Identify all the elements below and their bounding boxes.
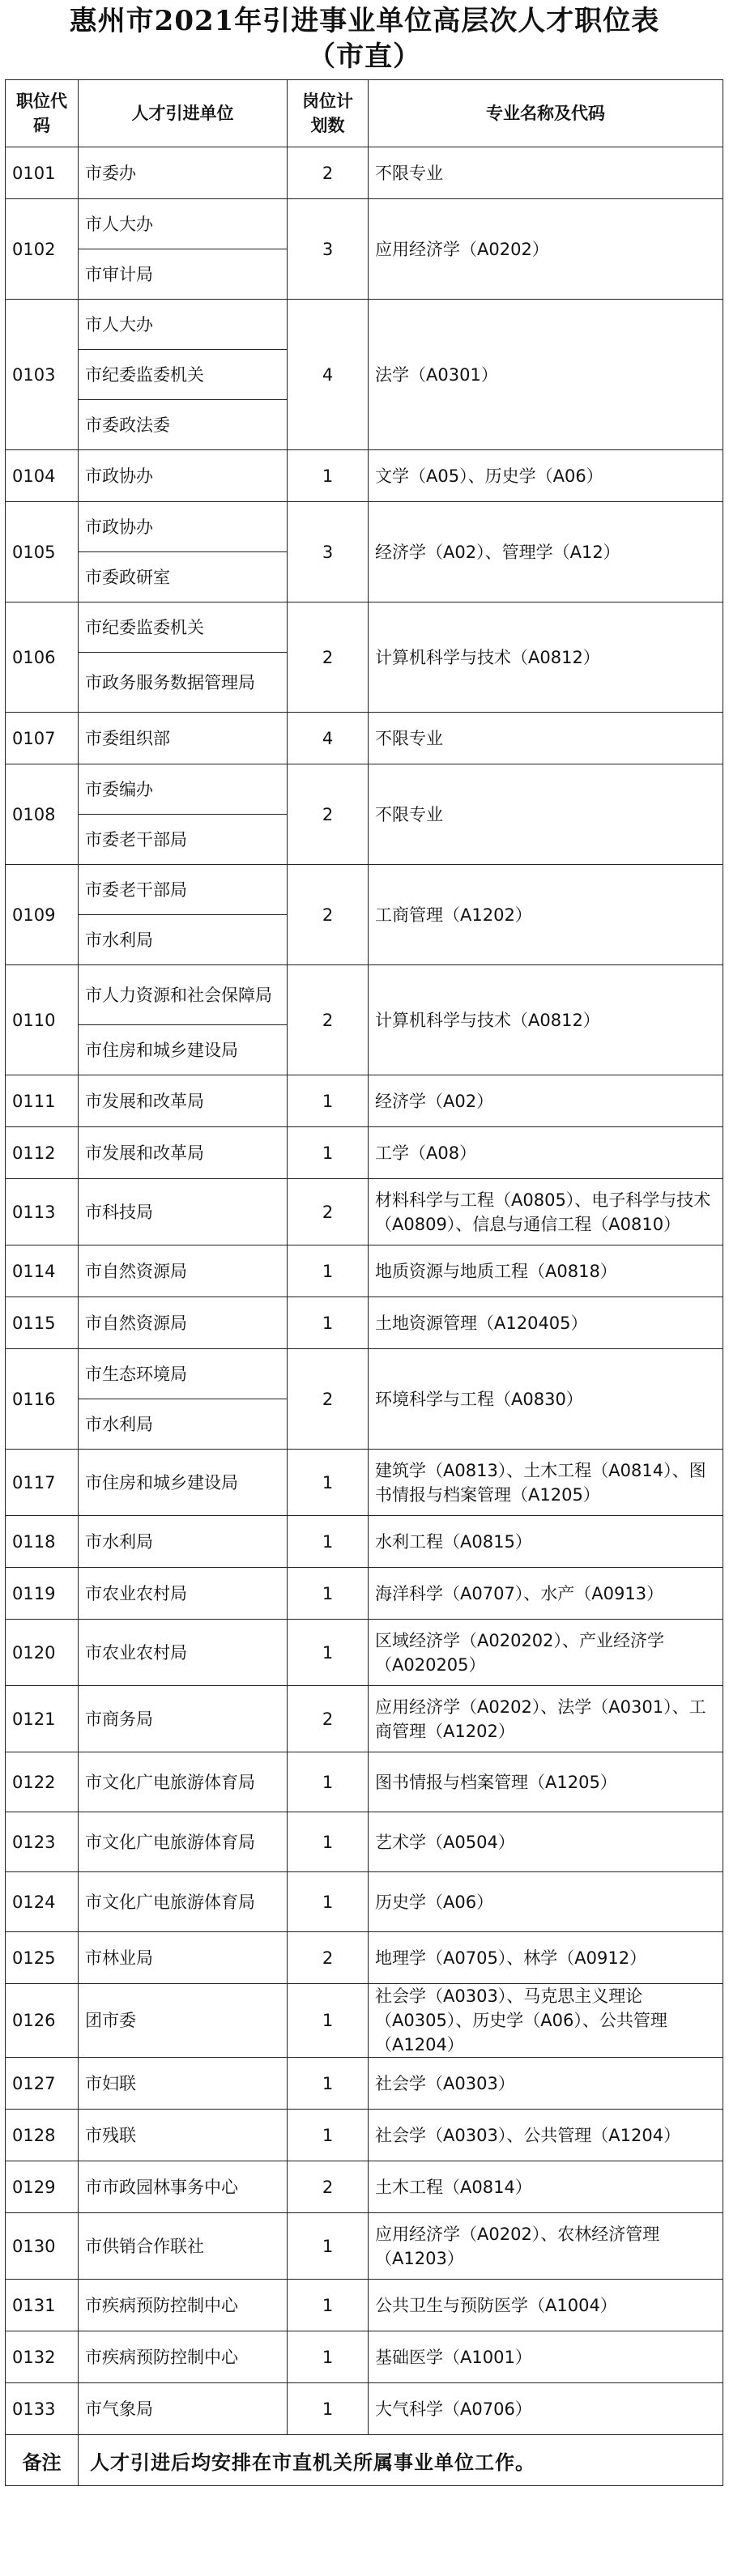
position-count: 1 — [288, 1984, 369, 2058]
recruiting-unit: 市住房和城乡建设局 — [79, 1025, 288, 1075]
title-line-2: （市直） — [308, 40, 421, 73]
position-code: 0122 — [6, 1752, 79, 1812]
position-count: 1 — [288, 2331, 369, 2383]
position-count: 1 — [288, 2213, 369, 2280]
table-row — [6, 1127, 723, 1179]
recruiting-unit: 市委办 — [79, 147, 288, 199]
position-count: 1 — [288, 2383, 369, 2435]
table-row — [6, 1179, 723, 1245]
position-code: 0101 — [6, 147, 79, 199]
recruiting-unit: 市人力资源和社会保障局 — [79, 965, 288, 1025]
recruiting-unit: 市文化广电旅游体育局 — [79, 1872, 288, 1932]
table-row — [6, 1620, 723, 1686]
major-requirement: 不限专业 — [369, 713, 723, 764]
recruiting-unit: 市审计局 — [79, 249, 288, 300]
position-code: 0124 — [6, 1872, 79, 1932]
recruiting-unit: 市疾病预防控制中心 — [79, 2280, 288, 2331]
major-requirement: 建筑学（A0813）、土木工程（A0814）、图书情报与档案管理（A1205） — [369, 1450, 723, 1516]
table-row — [6, 300, 723, 350]
header-row — [6, 80, 723, 147]
table-row — [6, 450, 723, 502]
recruiting-unit: 市供销合作联社 — [79, 2213, 288, 2280]
major-requirement: 图书情报与档案管理（A1205） — [369, 1752, 723, 1812]
position-count: 1 — [288, 450, 369, 502]
position-code: 0128 — [6, 2110, 79, 2161]
position-count: 1 — [288, 2110, 369, 2161]
table-row — [6, 502, 723, 552]
recruiting-unit: 市政协办 — [79, 450, 288, 502]
position-count: 1 — [288, 1872, 369, 1932]
table-row — [6, 1516, 723, 1568]
recruiting-unit: 市气象局 — [79, 2383, 288, 2435]
table-row — [6, 2110, 723, 2161]
table-row — [6, 1932, 723, 1984]
table-row — [6, 1297, 723, 1349]
position-code: 0111 — [6, 1075, 79, 1127]
position-code: 0105 — [6, 502, 79, 602]
table-row — [6, 2161, 723, 2213]
position-code: 0102 — [6, 199, 79, 300]
position-count: 3 — [288, 502, 369, 602]
table-row — [6, 1450, 723, 1516]
major-requirement: 基础医学（A1001） — [369, 2331, 723, 2383]
table-row — [6, 965, 723, 1025]
position-count: 1 — [288, 1075, 369, 1127]
position-count: 3 — [288, 199, 369, 300]
recruiting-unit: 市委政法委 — [79, 400, 288, 450]
position-code: 0113 — [6, 1179, 79, 1245]
table-row — [6, 1872, 723, 1932]
position-code: 0116 — [6, 1349, 79, 1450]
position-code: 0114 — [6, 1245, 79, 1297]
major-requirement: 经济学（A02） — [369, 1075, 723, 1127]
recruiting-unit: 市疾病预防控制中心 — [79, 2331, 288, 2383]
major-requirement: 材料科学与工程（A0805）、电子科学与技术（A0809）、信息与通信工程（A0810） — [369, 1179, 723, 1245]
position-count: 4 — [288, 713, 369, 764]
header-count: 岗位计划数 — [288, 80, 369, 147]
major-requirement: 海洋科学（A0707）、水产（A0913） — [369, 1568, 723, 1620]
recruiting-unit: 市自然资源局 — [79, 1245, 288, 1297]
major-requirement: 历史学（A06） — [369, 1872, 723, 1932]
position-count: 1 — [288, 1245, 369, 1297]
position-count: 1 — [288, 1450, 369, 1516]
table-row — [6, 199, 723, 249]
position-count: 1 — [288, 1812, 369, 1872]
position-code: 0103 — [6, 300, 79, 450]
position-count: 1 — [288, 1297, 369, 1349]
recruiting-unit: 市自然资源局 — [79, 1297, 288, 1349]
major-requirement: 社会学（A0303） — [369, 2058, 723, 2110]
recruiting-unit: 市市政园林事务中心 — [79, 2161, 288, 2213]
table-row — [6, 147, 723, 199]
position-count: 2 — [288, 764, 369, 865]
position-count: 1 — [288, 1568, 369, 1620]
position-code: 0115 — [6, 1297, 79, 1349]
table-row — [6, 602, 723, 653]
document-title — [5, 0, 724, 79]
recruiting-unit: 市委老干部局 — [79, 865, 288, 915]
major-requirement: 土木工程（A0814） — [369, 2161, 723, 2213]
table-row — [6, 1349, 723, 1399]
major-requirement: 地理学（A0705）、林学（A0912） — [369, 1932, 723, 1984]
recruiting-unit: 市商务局 — [79, 1686, 288, 1752]
table-row — [6, 1075, 723, 1127]
recruiting-unit: 市妇联 — [79, 2058, 288, 2110]
position-code: 0126 — [6, 1984, 79, 2058]
recruiting-unit: 市委政研室 — [79, 552, 288, 602]
major-requirement: 不限专业 — [369, 764, 723, 865]
recruiting-unit: 市水利局 — [79, 915, 288, 965]
recruiting-unit: 市委组织部 — [79, 713, 288, 764]
position-code: 0130 — [6, 2213, 79, 2280]
header-code: 职位代码 — [6, 80, 79, 147]
major-requirement: 土地资源管理（A120405） — [369, 1297, 723, 1349]
position-count: 1 — [288, 2280, 369, 2331]
position-count: 2 — [288, 2161, 369, 2213]
major-requirement: 环境科学与工程（A0830） — [369, 1349, 723, 1450]
position-count: 4 — [288, 300, 369, 450]
position-count: 1 — [288, 1752, 369, 1812]
recruiting-unit: 市科技局 — [79, 1179, 288, 1245]
major-requirement: 应用经济学（A0202）、农林经济管理（A1203） — [369, 2213, 723, 2280]
major-requirement: 应用经济学（A0202）、法学（A0301）、工商管理（A1202） — [369, 1686, 723, 1752]
position-code: 0118 — [6, 1516, 79, 1568]
recruiting-unit: 市生态环境局 — [79, 1349, 288, 1399]
table-row — [6, 1984, 723, 2058]
position-code: 0127 — [6, 2058, 79, 2110]
header-unit: 人才引进单位 — [79, 80, 288, 147]
table-row — [6, 1812, 723, 1872]
position-code: 0119 — [6, 1568, 79, 1620]
major-requirement: 水利工程（A0815） — [369, 1516, 723, 1568]
position-count: 2 — [288, 965, 369, 1075]
recruiting-unit: 市发展和改革局 — [79, 1127, 288, 1179]
title-line-1: 惠州市2021年引进事业单位高层次人才职位表 — [69, 5, 660, 37]
position-code: 0132 — [6, 2331, 79, 2383]
position-count: 2 — [288, 865, 369, 965]
recruiting-unit: 市政协办 — [79, 502, 288, 552]
note-label: 备注 — [6, 2435, 79, 2486]
header-major: 专业名称及代码 — [369, 80, 723, 147]
recruiting-unit: 市纪委监委机关 — [79, 602, 288, 653]
recruiting-unit: 市农业农村局 — [79, 1620, 288, 1686]
position-count: 2 — [288, 1349, 369, 1450]
recruiting-unit: 市发展和改革局 — [79, 1075, 288, 1127]
position-code: 0120 — [6, 1620, 79, 1686]
position-count: 2 — [288, 602, 369, 713]
recruiting-unit: 市文化广电旅游体育局 — [79, 1812, 288, 1872]
note-row — [6, 2435, 723, 2486]
major-requirement: 文学（A05）、历史学（A06） — [369, 450, 723, 502]
major-requirement: 经济学（A02）、管理学（A12） — [369, 502, 723, 602]
table-row — [6, 1686, 723, 1752]
table-row — [6, 2280, 723, 2331]
position-count: 2 — [288, 1179, 369, 1245]
table-row — [6, 1245, 723, 1297]
table-row — [6, 1752, 723, 1812]
major-requirement: 法学（A0301） — [369, 300, 723, 450]
position-code: 0131 — [6, 2280, 79, 2331]
position-code: 0107 — [6, 713, 79, 764]
recruiting-unit: 团市委 — [79, 1984, 288, 2058]
major-requirement: 不限专业 — [369, 147, 723, 199]
position-count: 2 — [288, 1932, 369, 1984]
recruiting-unit: 市纪委监委机关 — [79, 350, 288, 400]
position-code: 0104 — [6, 450, 79, 502]
recruiting-unit: 市水利局 — [79, 1516, 288, 1568]
note-text: 人才引进后均安排在市直机关所属事业单位工作。 — [79, 2435, 723, 2486]
position-count: 1 — [288, 2058, 369, 2110]
recruiting-unit: 市残联 — [79, 2110, 288, 2161]
position-code: 0125 — [6, 1932, 79, 1984]
major-requirement: 工商管理（A1202） — [369, 865, 723, 965]
major-requirement: 公共卫生与预防医学（A1004） — [369, 2280, 723, 2331]
position-count: 1 — [288, 1620, 369, 1686]
recruiting-unit: 市水利局 — [79, 1399, 288, 1450]
recruiting-unit: 市住房和城乡建设局 — [79, 1450, 288, 1516]
position-code: 0110 — [6, 965, 79, 1075]
position-count: 2 — [288, 1686, 369, 1752]
recruiting-unit: 市委老干部局 — [79, 815, 288, 865]
position-code: 0117 — [6, 1450, 79, 1516]
table-body — [6, 147, 723, 2435]
major-requirement: 大气科学（A0706） — [369, 2383, 723, 2435]
major-requirement: 社会学（A0303）、马克思主义理论（A0305）、历史学（A06）、公共管理（A1204） — [369, 1984, 723, 2058]
major-requirement: 计算机科学与技术（A0812） — [369, 602, 723, 713]
table-row — [6, 2331, 723, 2383]
position-code: 0121 — [6, 1686, 79, 1752]
recruiting-unit: 市文化广电旅游体育局 — [79, 1752, 288, 1812]
position-count: 1 — [288, 1127, 369, 1179]
position-count: 2 — [288, 147, 369, 199]
positions-table — [5, 79, 723, 2486]
position-code: 0109 — [6, 865, 79, 965]
position-count: 1 — [288, 1516, 369, 1568]
recruiting-unit: 市委编办 — [79, 764, 288, 815]
table-row — [6, 865, 723, 915]
table-row — [6, 2058, 723, 2110]
major-requirement: 区域经济学（A020202）、产业经济学（A020205） — [369, 1620, 723, 1686]
position-code: 0123 — [6, 1812, 79, 1872]
position-code: 0112 — [6, 1127, 79, 1179]
recruiting-unit: 市农业农村局 — [79, 1568, 288, 1620]
major-requirement: 应用经济学（A0202） — [369, 199, 723, 300]
major-requirement: 工学（A08） — [369, 1127, 723, 1179]
table-row — [6, 1568, 723, 1620]
position-code: 0108 — [6, 764, 79, 865]
recruiting-unit: 市林业局 — [79, 1932, 288, 1984]
position-code: 0106 — [6, 602, 79, 713]
major-requirement: 社会学（A0303）、公共管理（A1204） — [369, 2110, 723, 2161]
recruiting-unit: 市政务服务数据管理局 — [79, 653, 288, 713]
major-requirement: 艺术学（A0504） — [369, 1812, 723, 1872]
position-code: 0133 — [6, 2383, 79, 2435]
recruiting-unit: 市人大办 — [79, 199, 288, 249]
table-row — [6, 713, 723, 764]
recruiting-unit: 市人大办 — [79, 300, 288, 350]
table-row — [6, 2383, 723, 2435]
major-requirement: 地质资源与地质工程（A0818） — [369, 1245, 723, 1297]
major-requirement: 计算机科学与技术（A0812） — [369, 965, 723, 1075]
position-code: 0129 — [6, 2161, 79, 2213]
table-row — [6, 764, 723, 815]
table-row — [6, 2213, 723, 2280]
